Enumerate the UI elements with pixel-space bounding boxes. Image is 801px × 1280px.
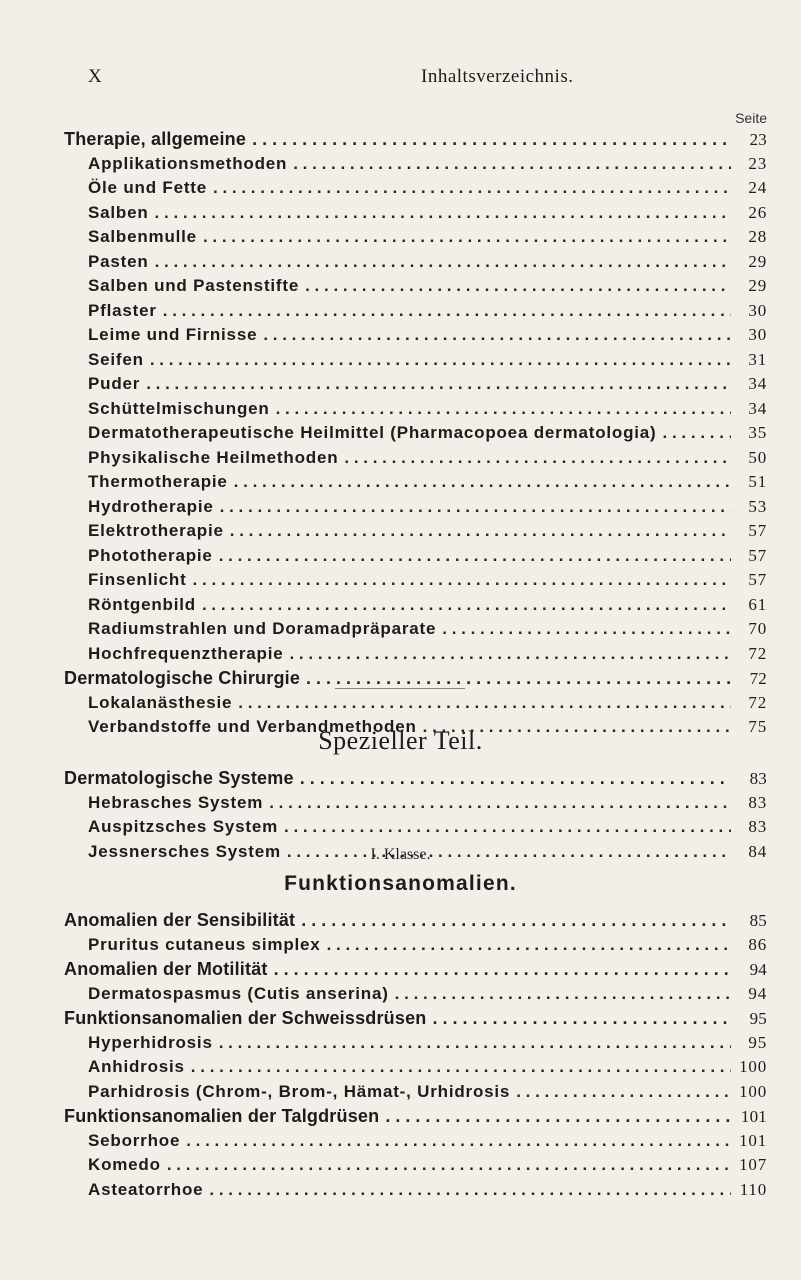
toc-entry <box>0 299 767 323</box>
toc-entry-page: 95 <box>748 1032 767 1052</box>
toc-entry <box>0 1153 767 1177</box>
toc-entry <box>0 593 767 617</box>
dot-leader <box>276 397 731 421</box>
dot-leader <box>146 372 731 396</box>
toc-entry <box>0 323 767 347</box>
dot-leader <box>301 908 731 932</box>
toc-entry <box>0 127 767 151</box>
toc-entry-label: Elektrotherapie <box>88 521 224 540</box>
dot-leader <box>213 176 731 200</box>
toc-entry-page: 100 <box>739 1057 767 1076</box>
toc-entry <box>0 544 767 568</box>
dot-leader <box>219 544 731 568</box>
toc-entry-label: Hyperhidrosis <box>88 1032 213 1052</box>
toc-entry <box>0 1104 767 1128</box>
toc-entry-label: Dermatospasmus (Cutis anserina) <box>88 983 389 1003</box>
running-header <box>88 66 721 90</box>
dot-leader <box>186 1129 731 1153</box>
toc-entry-label: Thermotherapie <box>88 472 228 491</box>
dot-leader <box>395 982 731 1006</box>
toc-entry-label: Radiumstrahlen und Doramadpräparate <box>88 619 437 638</box>
toc-entry-page: 72 <box>748 643 767 663</box>
toc-entry <box>0 1129 767 1153</box>
seite-column-label: Seite <box>735 110 767 126</box>
toc-entry-label: Salben und Pastenstifte <box>88 276 300 295</box>
toc-entry-page: 101 <box>740 1107 767 1126</box>
toc-entry-page: 107 <box>739 1155 767 1174</box>
toc-entry-label: Hochfrequenztherapie <box>88 643 284 663</box>
toc-entry-page: 57 <box>748 545 767 565</box>
toc-entry-label: Leime und Firnisse <box>88 325 258 344</box>
toc-entry <box>0 519 767 543</box>
toc-entry <box>0 1055 767 1079</box>
dot-leader <box>300 766 731 790</box>
toc-entry <box>0 1031 767 1055</box>
toc-entry-page: 50 <box>748 447 767 467</box>
toc-entry-label: Anomalien der Sensibilität <box>64 910 296 930</box>
toc-entry-page: 83 <box>748 792 767 812</box>
toc-entry-page: 26 <box>748 202 767 222</box>
dot-leader <box>289 642 731 666</box>
dot-leader <box>202 593 731 617</box>
toc-entry-page: 83 <box>748 817 767 836</box>
roman-page-number: X <box>88 66 102 87</box>
toc-entry-label: Salbenmulle <box>88 227 197 246</box>
dot-leader <box>274 957 731 981</box>
toc-entry <box>0 791 767 815</box>
toc-entry <box>0 982 767 1006</box>
dot-leader <box>155 201 731 225</box>
toc-entry <box>0 617 767 641</box>
toc-entry-label: Komedo <box>88 1155 161 1174</box>
toc-entry-page: 72 <box>749 669 767 688</box>
toc-entry-label: Pflaster <box>88 300 157 320</box>
dot-leader <box>209 1178 731 1202</box>
toc-entry-label: Salben <box>88 202 149 222</box>
toc-entry <box>0 372 767 396</box>
toc-entry <box>0 470 767 494</box>
dot-leader <box>433 1006 732 1030</box>
dot-leader <box>150 348 731 372</box>
toc-entry-page: 101 <box>739 1130 767 1150</box>
dot-leader <box>167 1153 731 1177</box>
dot-leader <box>284 815 731 839</box>
toc-entry-label: Phototherapie <box>88 545 213 565</box>
dot-leader <box>263 323 731 347</box>
toc-entry-page: 28 <box>748 227 767 246</box>
toc-entry <box>0 201 767 225</box>
toc-entry-page: 94 <box>748 983 767 1003</box>
toc-entry <box>0 908 767 932</box>
toc-entry-page: 35 <box>748 423 767 442</box>
toc-entry-page: 57 <box>748 570 767 589</box>
toc-entry <box>0 250 767 274</box>
toc-entry-page: 51 <box>748 472 767 491</box>
dot-leader <box>327 933 731 957</box>
toc-entry-page: 72 <box>748 692 767 712</box>
class-label: I. Klasse. <box>370 846 431 863</box>
toc-entry-label: Dermatologische Chirurgie <box>64 668 301 688</box>
dot-leader <box>252 127 731 151</box>
toc-entry-label: Hydrotherapie <box>88 496 214 516</box>
dot-leader <box>155 250 731 274</box>
toc-entry <box>0 1006 767 1030</box>
toc-entry-label: Röntgenbild <box>88 594 196 614</box>
toc-entry-label: Physikalische Heilmethoden <box>88 447 339 467</box>
toc-entry <box>0 348 767 372</box>
toc-entry-label: Schüttelmischungen <box>88 398 270 418</box>
dot-leader <box>663 421 731 445</box>
toc-entry <box>0 666 767 690</box>
toc-entry-page: 100 <box>739 1081 767 1101</box>
toc-entry-label: Lokalanästhesie <box>88 692 233 712</box>
toc-entry-label: Parhidrosis (Chrom-, Brom-, Hämat-, Urhidrosis <box>88 1081 511 1101</box>
toc-entry-page: 57 <box>748 521 767 540</box>
toc-entry <box>0 397 767 421</box>
toc-entry-label: Asteatorrhoe <box>88 1179 204 1199</box>
toc-entry-page: 75 <box>748 717 767 736</box>
toc-entry <box>0 957 767 981</box>
toc-entry-page: 30 <box>748 325 767 344</box>
toc-entry-label: Dermatotherapeutische Heilmittel (Pharmacopoea dermatologia) <box>88 423 657 442</box>
toc-entry-page: 83 <box>749 769 767 788</box>
dot-leader <box>385 1104 731 1128</box>
dot-leader <box>163 299 731 323</box>
toc-entry-page: 110 <box>739 1179 767 1199</box>
dot-leader <box>293 152 731 176</box>
dot-leader <box>306 666 731 690</box>
toc-entry-label: Seifen <box>88 349 144 369</box>
toc-entry-label: Therapie, allgemeine <box>64 129 247 149</box>
dot-leader <box>516 1080 731 1104</box>
toc-entry-page: 95 <box>749 1009 767 1028</box>
toc-entry-label: Jessnersches System <box>88 841 281 861</box>
toc-entry <box>0 1080 767 1104</box>
toc-entry-page: 53 <box>748 496 767 516</box>
toc-entry <box>0 766 767 790</box>
toc-entry <box>0 152 767 176</box>
dot-leader <box>234 470 731 494</box>
toc-entry-label: Applikationsmethoden <box>88 153 288 173</box>
dot-leader <box>344 446 731 470</box>
class-title: Funktionsanomalien. <box>284 872 517 895</box>
toc-entry <box>0 446 767 470</box>
toc-entry <box>0 274 767 298</box>
toc-entry-label: Pruritus cutaneus simplex <box>88 934 321 954</box>
toc-entry-page: 23 <box>749 130 767 149</box>
toc-entry-page: 34 <box>748 398 767 418</box>
toc-entry <box>0 691 767 715</box>
dot-leader <box>220 495 731 519</box>
dot-leader <box>305 274 731 298</box>
dot-leader <box>191 1055 731 1079</box>
toc-entry-page: 70 <box>748 619 767 638</box>
dot-leader <box>238 691 731 715</box>
toc-entry-label: Verbandstoffe und Verbandmethoden <box>88 717 417 736</box>
toc-entry-page: 85 <box>749 911 767 930</box>
toc-entry-page: 23 <box>748 153 767 173</box>
toc-entry-label: Öle und Fette <box>88 178 208 197</box>
toc-entry-page: 94 <box>749 960 767 979</box>
toc-entry-page: 30 <box>748 300 767 320</box>
toc-entry-label: Funktionsanomalien der Schweissdrüsen <box>64 1008 427 1028</box>
dot-leader <box>269 791 731 815</box>
toc-entry <box>0 421 767 445</box>
toc-entry <box>0 225 767 249</box>
toc-entry-page: 34 <box>748 374 767 393</box>
toc-entry <box>0 642 767 666</box>
toc-entry-label: Anhidrosis <box>88 1057 185 1076</box>
toc-entry-label: Finsenlicht <box>88 570 187 589</box>
toc-entry-page: 31 <box>748 349 767 369</box>
toc-entry-page: 29 <box>748 276 767 295</box>
toc-entry-page: 24 <box>748 178 767 197</box>
toc-entry-label: Funktionsanomalien der Talgdrüsen <box>64 1106 380 1126</box>
toc-entry-label: Hebrasches System <box>88 792 264 812</box>
toc-entry-page: 84 <box>748 841 767 861</box>
toc-entry <box>0 1178 767 1202</box>
toc-entry <box>0 176 767 200</box>
toc-entry-page: 61 <box>748 594 767 614</box>
toc-entry <box>0 495 767 519</box>
toc-entry-label: Pasten <box>88 251 149 271</box>
header-title: Inhaltsverzeichnis. <box>421 66 574 87</box>
toc-entry-page: 29 <box>748 251 767 271</box>
dot-leader <box>442 617 731 641</box>
toc-entry-label: Auspitzsches System <box>88 817 278 836</box>
toc-entry <box>0 568 767 592</box>
dot-leader <box>219 1031 731 1055</box>
toc-entry-label: Seborrhoe <box>88 1130 181 1150</box>
toc-entry-label: Dermatologische Systeme <box>64 768 294 788</box>
section-divider <box>335 688 465 689</box>
toc-entry <box>0 815 767 839</box>
dot-leader <box>230 519 731 543</box>
dot-leader <box>203 225 731 249</box>
special-section-heading: Spezieller Teil. <box>318 726 483 755</box>
toc-entry <box>0 933 767 957</box>
toc-entry-label: Anomalien der Motilität <box>64 959 268 979</box>
toc-entry-label: Puder <box>88 374 141 393</box>
toc-entry-page: 86 <box>748 934 767 954</box>
dot-leader <box>193 568 731 592</box>
